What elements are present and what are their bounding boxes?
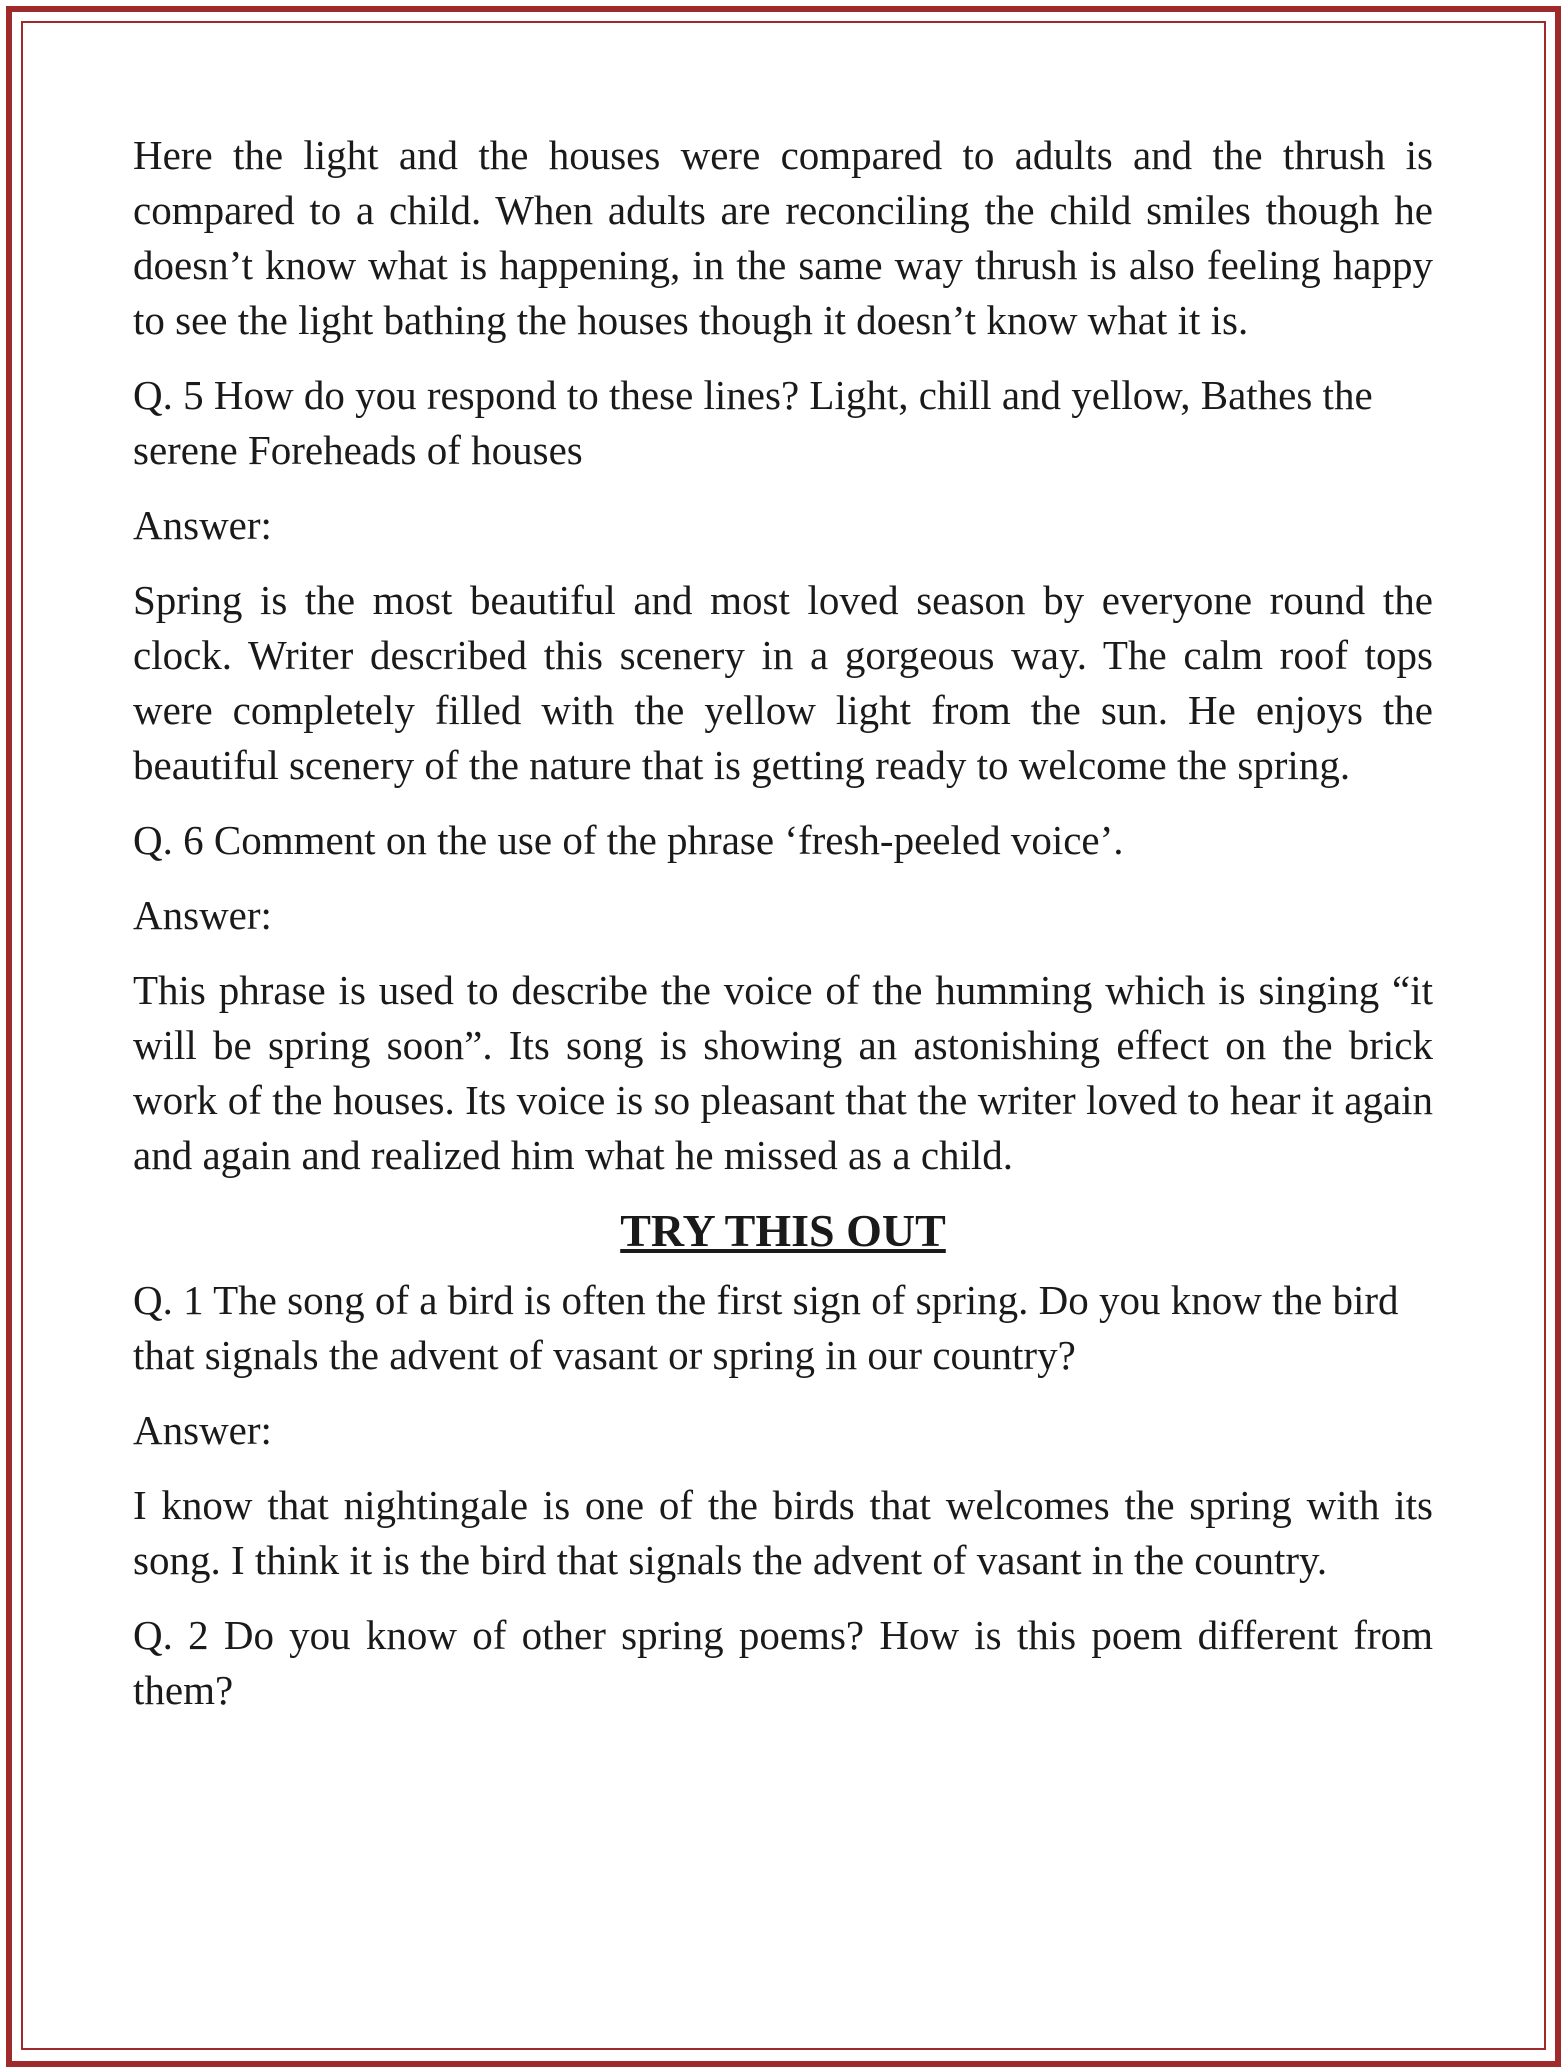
answer-label: Answer: [133,892,272,938]
question-5: Q. 5 How do you respond to these lines? Light, chill and yellow, Bathes the serene Foreheads of houses [133,372,1373,473]
question-6: Q. 6 Comment on the use of the phrase ‘fresh-peeled voice’. [133,817,1124,863]
question-2: Q. 2 Do you know of other spring poems? How is this poem different from them? [133,1612,1433,1713]
paragraph: Here the light and the houses were compared to adults and the thrush is compared to a child. When adults are reconciling the child smiles though he doesn’t know what is happening, in the same way thrush is also feeling happy to see the light bathing the houses though it doesn’t know what it is. [133,132,1433,343]
answer-label: Answer: [133,1407,272,1453]
answer-label: Answer: [133,502,272,548]
paragraph: Spring is the most beautiful and most loved season by everyone round the clock. Writer described this scenery in a gorgeous way. The calm roof tops were completely filled with the yellow light from the sun. He enjoys the beautiful scenery of the nature that is getting ready to welcome the spring. [133,577,1433,788]
question-1: Q. 1 The song of a bird is often the first sign of spring. Do you know the bird that signals the advent of vasant or spring in our country? [133,1277,1399,1378]
section-heading: TRY THIS OUT [620,1205,946,1256]
document-body [133,128,1433,1738]
paragraph: This phrase is used to describe the voice of the humming which is singing “it will be spring soon”. Its song is showing an astonishing effect on the brick work of the houses. Its voice is so pleasant that the writer loved to hear it again and again and realized him what he missed as a child. [133,967,1433,1178]
paragraph: I know that nightingale is one of the birds that welcomes the spring with its song. I think it is the bird that signals the advent of vasant in the country. [133,1482,1433,1583]
